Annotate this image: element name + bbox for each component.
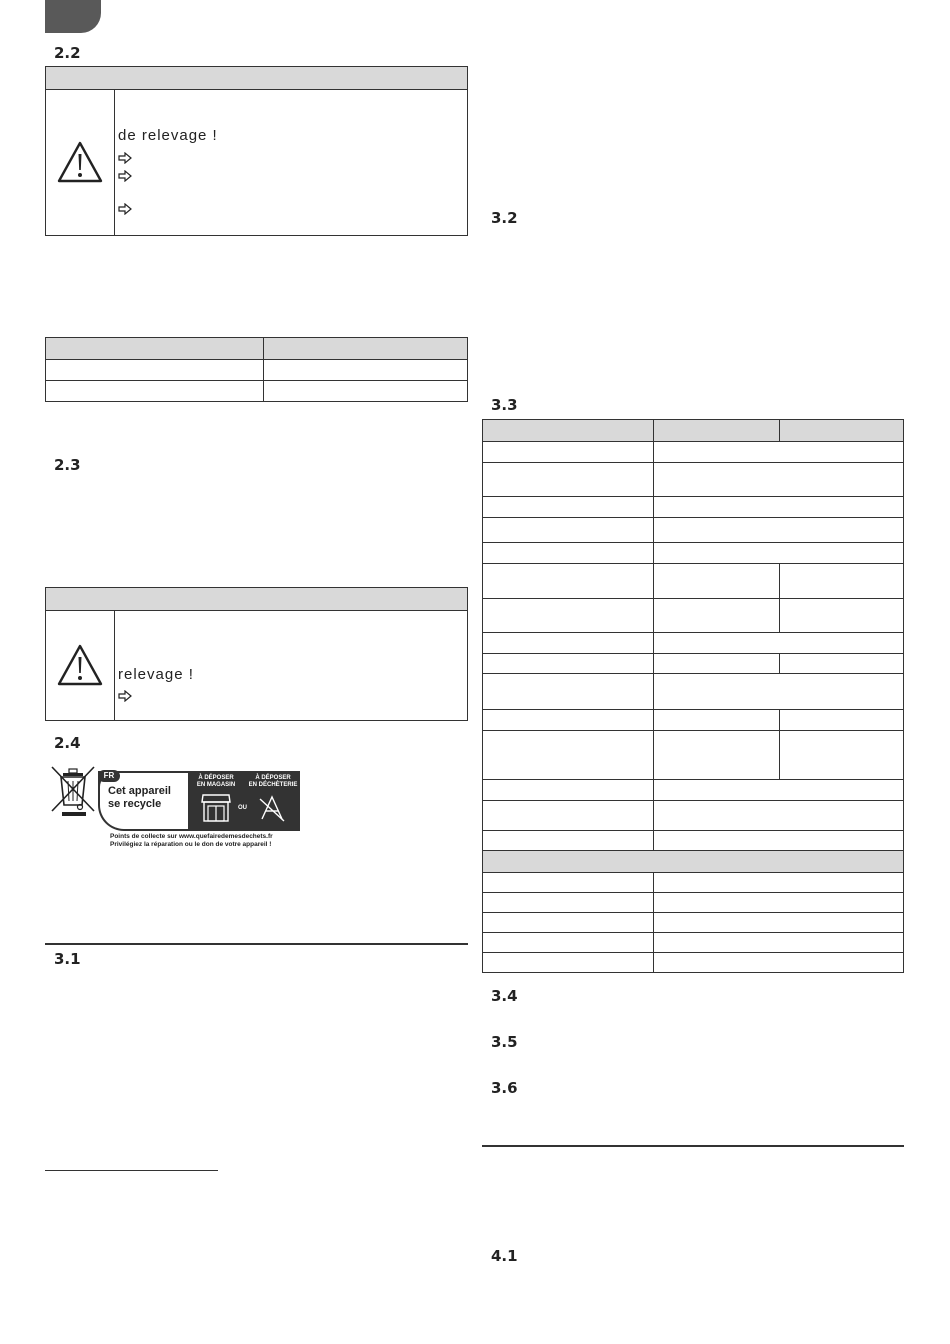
warning-icon-cell bbox=[46, 89, 115, 235]
chapter-tab bbox=[45, 0, 101, 33]
spec-table-small bbox=[45, 337, 468, 402]
section-3-4-heading: 3.4 bbox=[491, 987, 518, 1005]
table-row bbox=[483, 463, 904, 497]
triman-country-badge: FR bbox=[98, 770, 120, 782]
triman-option1-line2: EN MAGASIN bbox=[196, 782, 236, 788]
section-divider bbox=[45, 943, 468, 945]
section-divider bbox=[482, 1145, 904, 1147]
warning-1-text: de relevage ! bbox=[118, 127, 218, 144]
table-row bbox=[483, 933, 904, 953]
section-3-6-heading: 3.6 bbox=[491, 1079, 518, 1097]
section-3-2-heading: 3.2 bbox=[491, 209, 518, 227]
store-icon bbox=[200, 791, 232, 823]
warning-box-2 bbox=[45, 587, 468, 721]
table-row bbox=[483, 518, 904, 543]
warning-triangle-icon bbox=[57, 141, 103, 183]
triman-option2-line1: À DÉPOSER bbox=[255, 775, 291, 781]
section-3-1-heading: 3.1 bbox=[54, 950, 81, 968]
triman-title-line2: se recycle bbox=[108, 798, 162, 810]
arrow-right-icon bbox=[118, 170, 132, 182]
table-row bbox=[483, 564, 904, 599]
table-row bbox=[483, 831, 904, 851]
recycling-center-icon bbox=[256, 791, 288, 823]
section-2-4-heading: 2.4 bbox=[54, 734, 81, 752]
table-row bbox=[483, 780, 904, 801]
triman-title-line1: Cet appareil bbox=[108, 785, 171, 797]
warning-box-1-header bbox=[46, 67, 467, 90]
table-row bbox=[483, 873, 904, 893]
section-2-3-heading: 2.3 bbox=[54, 456, 81, 474]
triman-option1-line1: À DÉPOSER bbox=[198, 775, 234, 781]
table-row bbox=[483, 543, 904, 564]
triman-or: OU bbox=[238, 805, 247, 811]
table-row bbox=[483, 674, 904, 710]
technical-data-table bbox=[482, 419, 904, 973]
section-4-1-heading: 4.1 bbox=[491, 1247, 518, 1265]
table-row bbox=[483, 801, 904, 831]
table-row bbox=[483, 497, 904, 518]
triman-panel bbox=[98, 771, 300, 831]
table-row bbox=[483, 893, 904, 913]
warning-triangle-icon bbox=[57, 644, 103, 686]
section-3-3-heading: 3.3 bbox=[491, 396, 518, 414]
warning-2-text: relevage ! bbox=[118, 666, 194, 683]
section-3-5-heading: 3.5 bbox=[491, 1033, 518, 1051]
table-row bbox=[483, 654, 904, 674]
arrow-right-icon bbox=[118, 690, 132, 702]
triman-options bbox=[190, 773, 298, 829]
warning-icon-cell bbox=[46, 610, 115, 720]
arrow-right-icon bbox=[118, 203, 132, 215]
table-row bbox=[483, 731, 904, 780]
arrow-right-icon bbox=[118, 152, 132, 164]
table-row bbox=[483, 633, 904, 654]
table-row bbox=[483, 953, 904, 973]
triman-footer-line2: Privilégiez la réparation ou le don de votre appareil ! bbox=[110, 841, 272, 848]
triman-option2-line2: EN DÉCHÈTERIE bbox=[248, 782, 298, 788]
table-row bbox=[483, 710, 904, 731]
table-row bbox=[483, 599, 904, 633]
triman-footer-line1: Points de collecte sur www.quefairedemesdechets.fr bbox=[110, 833, 273, 840]
table-row bbox=[483, 442, 904, 463]
section-2-2-heading: 2.2 bbox=[54, 44, 81, 62]
footnote-rule bbox=[45, 1170, 218, 1171]
warning-box-1 bbox=[45, 66, 468, 236]
table-row bbox=[483, 913, 904, 933]
table-subheader-row bbox=[483, 851, 904, 873]
warning-box-2-header bbox=[46, 588, 467, 611]
table-row bbox=[483, 420, 904, 442]
